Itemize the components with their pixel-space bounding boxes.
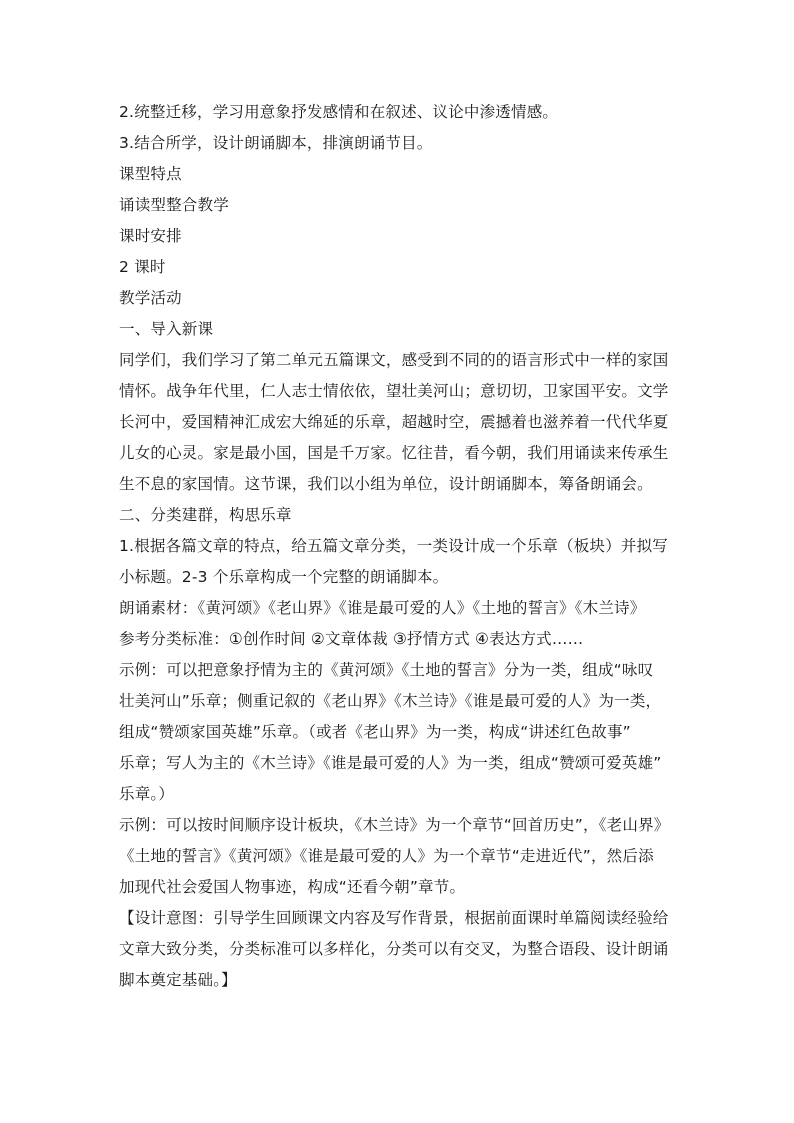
criteria-line: 参考分类标准：①创作时间 ②文章体裁 ③抒情方式 ④表达方式…… bbox=[119, 630, 584, 648]
schedule-value: 2 课时 bbox=[119, 258, 166, 276]
classify-task-line: 小标题。2-3 个乐章构成一个完整的朗诵脚本。 bbox=[119, 568, 449, 586]
intro-paragraph-line: 儿女的心灵。家是最小国，国是千万家。忆往昔，看今朝，我们用诵读来传承生 bbox=[119, 444, 669, 462]
section-heading-activities: 教学活动 bbox=[119, 289, 182, 307]
design-intent-line: 脚本奠定基础。】 bbox=[119, 971, 237, 989]
course-type-value: 诵读型整合教学 bbox=[119, 196, 229, 214]
example-one-line: 壮美河山”乐章；侧重记叙的《老山界》《木兰诗》《谁是最可爱的人》为一类， bbox=[119, 692, 662, 710]
activity-heading-intro: 一、导入新课 bbox=[119, 320, 214, 338]
materials-line: 朗诵素材：《黄河颂》《老山界》《谁是最可爱的人》《土地的誓言》《木兰诗》 bbox=[119, 599, 646, 617]
design-intent-line: 文章大致分类，分类标准可以多样化，分类可以有交叉，为整合语段、设计朗诵 bbox=[119, 940, 669, 958]
section-heading-course-type: 课型特点 bbox=[119, 165, 182, 183]
document-body bbox=[119, 97, 689, 996]
intro-paragraph-line: 同学们，我们学习了第二单元五篇课文，感受到不同的的语言形式中一样的家国 bbox=[119, 351, 669, 369]
intro-paragraph-line: 生不息的家国情。这节课，我们以小组为单位，设计朗诵脚本，筹备朗诵会。 bbox=[119, 475, 653, 493]
example-two-line: 《土地的誓言》《黄河颂》《谁是最可爱的人》为一个章节“走进近代”，然后添 bbox=[119, 847, 654, 865]
classify-task-line: 1.根据各篇文章的特点，给五篇文章分类，一类设计成一个乐章（板块）并拟写 bbox=[119, 537, 668, 555]
example-one-line: 组成“赞颂家国英雄”乐章。（或者《老山界》为一类，构成“讲述红色故事” bbox=[119, 723, 631, 741]
example-one-line: 乐章；写人为主的《木兰诗》《谁是最可爱的人》为一类，组成“赞颂可爱英雄” bbox=[119, 754, 662, 772]
objective-line-3: 3.结合所学，设计朗诵脚本，排演朗诵节目。 bbox=[119, 134, 433, 152]
example-one-line: 示例：可以把意象抒情为主的《黄河颂》《土地的誓言》分为一类，组成“咏叹 bbox=[119, 661, 654, 679]
example-one-line: 乐章。） bbox=[119, 785, 175, 803]
activity-heading-classify: 二、分类建群，构思乐章 bbox=[119, 506, 292, 524]
design-intent-line: 【设计意图：引导学生回顾课文内容及写作背景，根据前面课时单篇阅读经验给 bbox=[119, 909, 669, 927]
intro-paragraph-line: 情怀。战争年代里，仁人志士情依依，望壮美河山；意切切，卫家国平安。文学 bbox=[119, 382, 669, 400]
example-two-line: 加现代社会爱国人物事迹，构成“还看今朝”章节。 bbox=[119, 878, 466, 896]
objective-line-2: 2.统整迁移，学习用意象抒发感情和在叙述、议论中渗透情感。 bbox=[119, 103, 559, 121]
example-two-line: 示例：可以按时间顺序设计板块，《木兰诗》为一个章节“回首历史”，《老山界》 bbox=[119, 816, 670, 834]
section-heading-schedule: 课时安排 bbox=[119, 227, 182, 245]
intro-paragraph-line: 长河中，爱国精神汇成宏大绵延的乐章，超越时空，震撼着也滋养着一代代华夏 bbox=[119, 413, 669, 431]
